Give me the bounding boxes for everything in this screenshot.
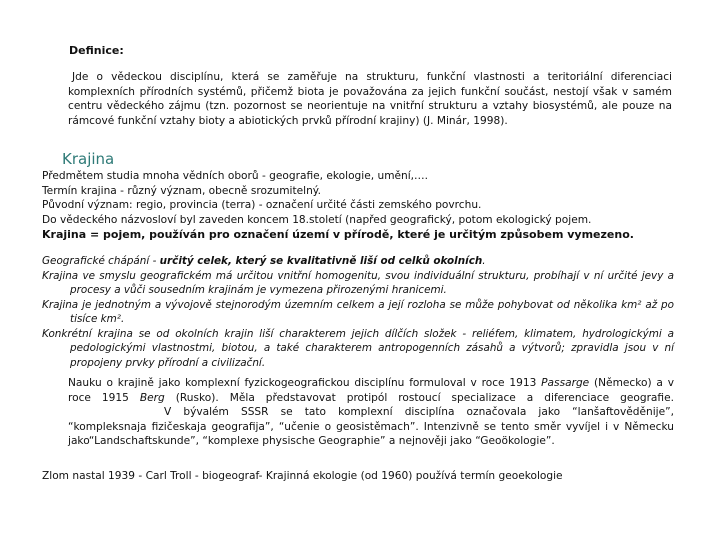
author-berg: Berg <box>139 391 165 404</box>
geo-paragraph: Krajina ve smyslu geografickém má určitou vnitřní homogenitu, svou individuální strukturu, probíhají v ní určité jevy a procesy a vůči sousedním krajinám je vymezena přirozenými hranicemi. <box>42 269 674 296</box>
geo-p1-bold: určitý celek, který se kvalitativně liší od celků okolních <box>159 255 483 267</box>
definition-text: Jde o vědeckou disciplínu, která se zaměřuje na strukturu, funkční vlastnosti a teritoriální diferenciaci komplexních přírodních systémů, přičemž biota je považována za jejich funkční součást, nestojí však v samém centru vědeckého zájmu (tzn. pozornost se neorientuje na vnitřní strukturu a vztahy biosystémů, ale pouze na rámcové funkční vztahy bioty a abiotických prvků přírodní krajiny) (J. Minár, 1998). <box>68 71 672 127</box>
geo-paragraph: Krajina je jednotným a vývojově stejnorodým územním celkem a její rozloha se může pohybovat od několika km² až po tisíce km². <box>42 298 674 325</box>
turning-point-line: Zlom nastal 1939 - Carl Troll - biogeograf- Krajinná ekologie (od 1960) používá termín geoekologie <box>42 470 563 482</box>
intro-line: Předmětem studia mnoha vědních oborů - geografie, ekologie, umění,…. <box>42 170 429 182</box>
geo-paragraph: Konkrétní krajina se od okolních krajin liší charakterem jejich dílčích složek - reliéfem, klimatem, hydrologickými a pedologickými vlastnostmi, biotou, a také charakterem antropogenních zásahů a výtvorů; zpravidla jsou v ní propojeny prvky přírodní a civilizační. <box>42 327 674 369</box>
nauka-text: (Německo) a v roce 1915 <box>68 377 674 404</box>
nauka-text: Nauku o krajině jako komplexní fyzickogeografickou disciplínu formuloval v roce 1913 <box>68 377 542 389</box>
geo-paragraph <box>42 254 674 269</box>
definition-title: Definice: <box>69 44 124 57</box>
nauka-text: (Rusko). Měla představovat protipól rostoucí specializace a diferenciace geografie. <box>164 391 674 404</box>
landscape-science-paragraph <box>68 376 674 449</box>
intro-definition: Krajina = pojem, používán pro označení území v přírodě, které je určitým způsobem vymezeno. <box>42 228 634 242</box>
intro-block <box>42 169 682 243</box>
author-passarge: Passarge <box>541 377 590 389</box>
geographic-block <box>42 254 674 370</box>
intro-line: Termín krajina - různý význam, obecně srozumitelný. <box>42 184 321 197</box>
intro-line: Původní význam: regio, provincia (terra) - označení určité části zemského povrchu. <box>42 199 482 212</box>
geo-p1-end: . <box>482 255 486 267</box>
intro-line: Do vědeckého názvosloví byl zaveden koncem 18.století (napřed geografický, potom ekologický pojem. <box>42 213 592 226</box>
nauka-text: V bývalém SSSR se tato komplexní disciplína označovala jako “lanšaftověděnije”, “kompleksnaja fizičeskaja geografija”, “učenie o geosistěmach”. Intenzivně se tento směr vyvíjel i v Německu jako“Landschaftskunde”, “komplexe physische Geographie” a nejnověji jako “Geoökologie”. <box>68 406 674 448</box>
geo-p1-start: Geografické chápání - <box>42 255 160 267</box>
section-heading: Krajina <box>62 150 115 168</box>
